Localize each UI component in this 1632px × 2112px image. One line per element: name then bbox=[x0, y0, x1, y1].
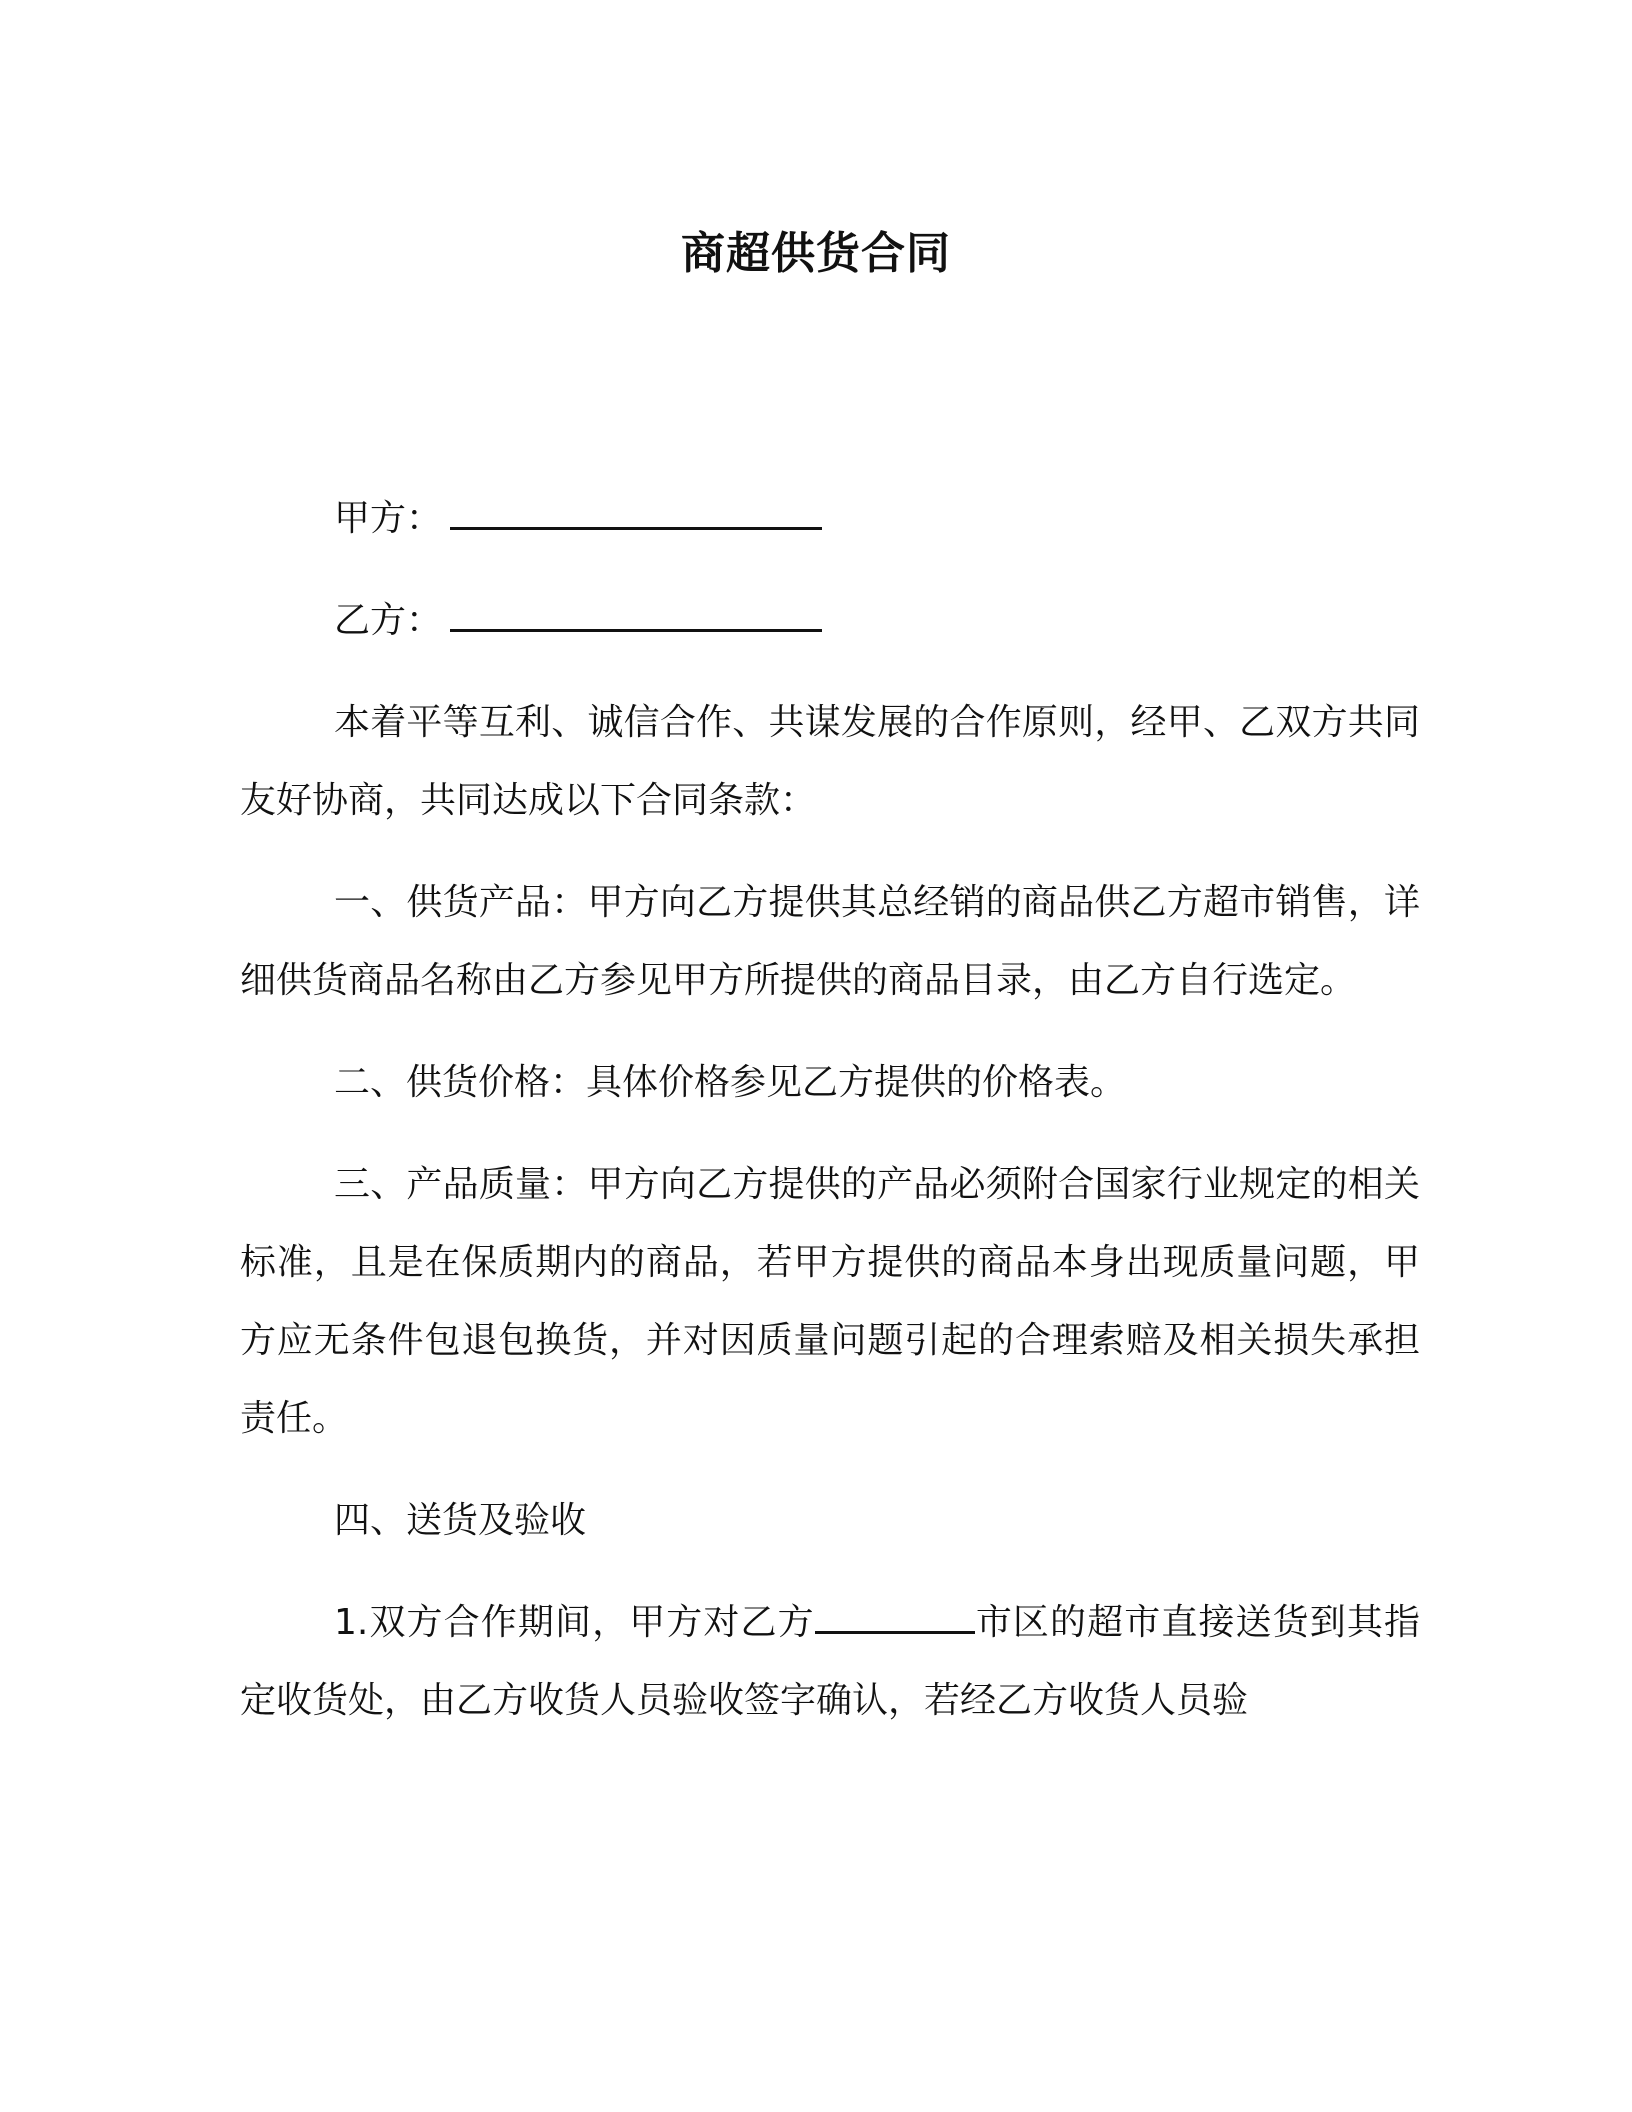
party-b-label: 乙方： bbox=[334, 600, 443, 641]
city-blank bbox=[815, 1601, 975, 1634]
intro-paragraph: 本着平等互利、诚信合作、共谋发展的合作原则，经甲、乙双方共同友好协商，共同达成以下合同条款： bbox=[240, 702, 1420, 821]
clause-1: 一、供货产品：甲方向乙方提供其总经销的商品供乙方超市销售，详细供货商品名称由乙方参见甲方所提供的商品目录，由乙方自行选定。 bbox=[240, 882, 1420, 1001]
party-b-blank bbox=[450, 599, 822, 632]
document-title: 商超供货合同 bbox=[681, 228, 951, 279]
clause-4-1-before-blank: 1.双方合作期间，甲方对乙方 bbox=[334, 1602, 815, 1643]
party-a-line bbox=[240, 480, 1420, 558]
clause-4-1 bbox=[240, 1584, 1420, 1740]
clause-4-1-after-blank: 市区的超市直接送货到其指定收货处，由乙方收货人员验收签字确认，若经乙方收货人员验 bbox=[240, 1602, 1420, 1721]
clause-3: 三、产品质量：甲方向乙方提供的产品必须附合国家行业规定的相关标准，且是在保质期内的商品，若甲方提供的商品本身出现质量问题，甲方应无条件包退包换货，并对因质量问题引起的合理索赔及相关损失承担责任。 bbox=[240, 1164, 1420, 1439]
clause-2: 二、供货价格：具体价格参见乙方提供的价格表。 bbox=[334, 1062, 1127, 1103]
party-a-blank bbox=[450, 497, 822, 530]
party-b-line bbox=[240, 582, 1420, 660]
clause-4-heading: 四、送货及验收 bbox=[334, 1500, 587, 1541]
party-a-label: 甲方： bbox=[334, 498, 443, 539]
contract-body bbox=[240, 480, 1420, 1764]
